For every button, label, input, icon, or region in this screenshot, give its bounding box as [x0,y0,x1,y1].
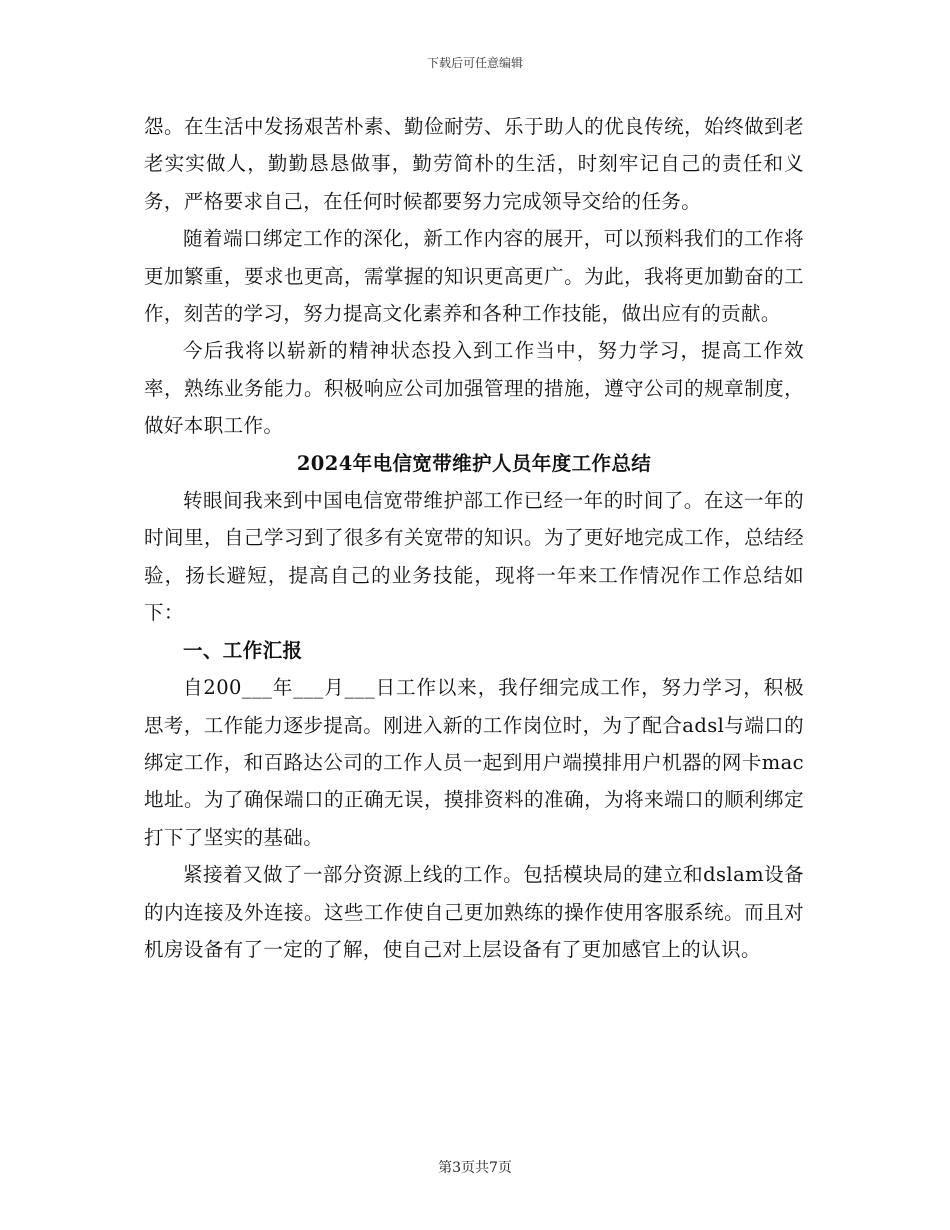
paragraph: 随着端口绑定工作的深化，新工作内容的展开，可以预料我们的工作将更加繁重，要求也更高，需掌握的知识更高更广。为此，我将更加勤奋的工作，刻苦的学习，努力提高文化素养和各种工作技能，做出应有的贡献。 [144,227,804,326]
paragraph: 自200___年___月___日工作以来，我仔细完成工作，努力学习，积极思考，工作能力逐步提高。刚进入新的工作岗位时，为了配合adsl与端口的绑定工作，和百路达公司的工作人员一起到用户端摸排用户机器的网卡mac地址。为了确保端口的正确无误，摸排资料的准确，为将来端口的顺利绑定打下了坚实的基础。 [144,676,804,849]
document-title: 2024年电信宽带维护人员年度工作总结 [296,451,652,475]
paragraph: 紧接着又做了一部分资源上线的工作。包括模块局的建立和dslam设备的内连接及外连接。这些工作使自己更加熟练的操作使用客服系统。而且对机房设备有了一定的了解，使自己对上层设备有了更加感官上的认识。 [144,863,804,961]
page-number: 第3页共7页 [438,1160,512,1176]
section-heading: 一、工作汇报 [183,638,303,662]
page-header: 下载后可任意编辑 [426,56,523,70]
document-body [144,108,804,968]
paragraph: 今后我将以崭新的精神状态投入到工作当中，努力学习，提高工作效率，熟练业务能力。积极响应公司加强管理的措施，遵守公司的规章制度，做好本职工作。 [144,339,804,438]
paragraph-continuation: 怨。在生活中发扬艰苦朴素、勤俭耐劳、乐于助人的优良传统，始终做到老老实实做人，勤勤恳恳做事，勤劳简朴的生活，时刻牢记自己的责任和义务，严格要求自己，在任何时候都要努力完成领导交给的任务。 [144,115,804,213]
intro-paragraph: 转眼间我来到中国电信宽带维护部工作已经一年的时间了。在这一年的时间里，自己学习到了很多有关宽带的知识。为了更好地完成工作，总结经验，扬长避短，提高自己的业务技能，现将一年来工作情况作工作总结如下： [144,489,804,625]
